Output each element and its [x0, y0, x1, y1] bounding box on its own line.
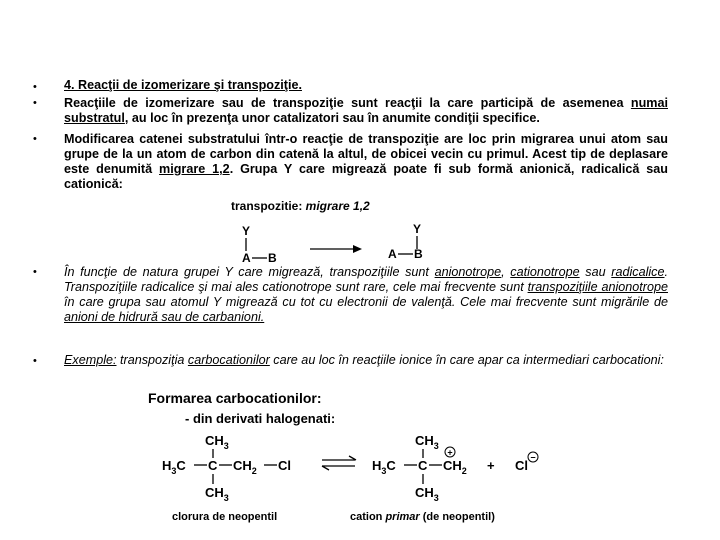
ch2-right: $CH_2$: [443, 458, 467, 476]
carbocation-reaction: [150, 425, 550, 525]
ch3-top-left: $CH_3$: [205, 433, 229, 451]
ch2-left: $CH_2$: [233, 458, 257, 476]
cl-left: Cl: [278, 458, 291, 473]
svg-text:+: +: [447, 447, 453, 458]
central-carbon-right: C: [418, 458, 428, 473]
migration-scheme: [230, 218, 450, 268]
scheme1-label: transpozitie: migrare 1,2: [231, 199, 370, 213]
h3c-right: $H_3C$: [372, 458, 396, 476]
ch3-bottom-right: $CH_3$: [415, 485, 439, 503]
caption-right: cation primar (de neopentil): [350, 511, 495, 523]
paragraph-izomerizare: Reacţiile de izomerizare sau de transpoziţie sunt reacţii la care participă de asemenea numai substratul, au loc în prezenţa unor catalizatori sau în anumite condiţii specifice.: [64, 96, 668, 125]
bullet: •: [33, 81, 37, 93]
chloride-anion: Cl: [515, 458, 528, 473]
ch3-bottom-left: $CH_3$: [205, 485, 229, 503]
scheme2-subtitle: - din derivati halogenati:: [185, 411, 336, 426]
svg-text:−: −: [530, 452, 536, 463]
scheme2-title: Formarea carbocationilor:: [148, 390, 322, 406]
central-carbon-left: C: [208, 458, 218, 473]
bullet: •: [33, 266, 37, 278]
bullet: •: [33, 133, 37, 145]
paragraph-modificarea: Modificarea catenei substratului într-o reacţie de transpoziţie are loc prin migrarea unui atom sau grupe de la un atom de carbon din catenă la altul, de obicei vecin cu primul. Acest tip de deplasare este denumită migrare 1,2. Grupa Y care migrează poate fi sub formă anionică, radicalică sau cationică:: [64, 132, 668, 191]
paragraph-exemple: Exemple: transpoziţia carbocationilor care au loc în reacţiile ionice în care apar ca intermediari carbocationi:: [64, 353, 664, 367]
scheme1-a-left: A: [242, 251, 251, 265]
bullet: •: [33, 97, 37, 109]
scheme1-y-left: Y: [242, 224, 251, 238]
bullet: •: [33, 355, 37, 367]
caption-left: clorura de neopentil: [172, 511, 278, 523]
section-heading: 4. Reacţii de izomerizare şi transpoziţie.: [64, 78, 302, 92]
plus-sign: +: [487, 458, 495, 473]
scheme1-b-left: B: [268, 251, 277, 265]
scheme1-y-right: Y: [413, 222, 422, 236]
ch3-top-right: $CH_3$: [415, 433, 439, 451]
paragraph-transpozitii: În funcţie de natura grupei Y care migrează, transpoziţiile sunt anionotrope, cationotrope sau radicalice. Transpoziţiile radicalice şi mai ales cationotrope sunt rare, cele mai frecvente sunt transpoziţiile anionotrope în care grupa sau atomul Y migrează cu tot cu electronii de valenţă. Cele mai frecvente sunt migrările de anioni de hidrură sau de carbanioni.: [64, 265, 668, 324]
scheme1-b-right: B: [414, 247, 423, 261]
h3c-left: $H_3C$: [162, 458, 186, 476]
scheme1-a-right: A: [388, 247, 397, 261]
